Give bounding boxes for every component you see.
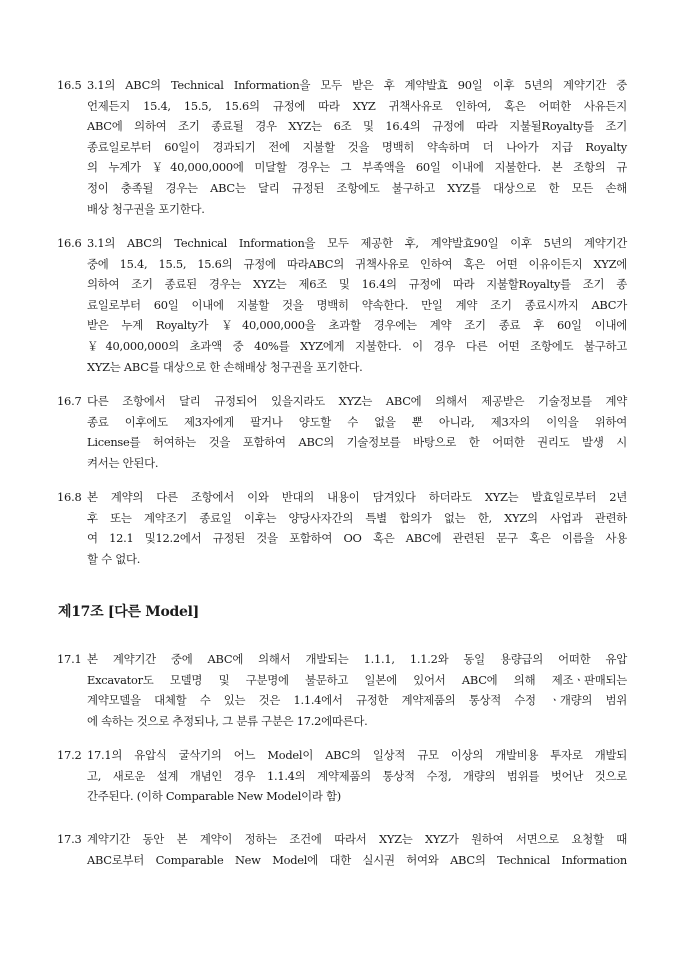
clause-number: 16.6 — [57, 236, 82, 250]
clause-line: 여 12.1 및12.2에서 규정된 것을 포함하여 OO 혹은 ABC에 관련된 문구 혹은 이름을 사용 — [87, 531, 627, 546]
clause-line: 의하여 조기 종료된 경우는 XYZ는 제6조 및 16.4의 규정에 따라 지불할Royalty를 조기 종 — [87, 277, 627, 292]
clause-body — [87, 487, 627, 569]
clause-line: 본 계약기간 중에 ABC에 의해서 개발되는 1.1.1, 1.1.2와 동일 용량급의 어떠한 유압 — [87, 652, 627, 666]
clause-line: 종료일로부터 60일이 경과되기 전에 지불할 것을 명백히 약속하며 더 나아가 지급 Royalty — [87, 139, 627, 154]
clause-line: 의 누계가 ￥40,000,000에 미달할 경우는 그 부족액을 60일 이내에 지불한다. 본 조항의 규 — [87, 160, 627, 175]
clause-body — [87, 745, 627, 807]
clause-line: License를 허여하는 것을 포함하여 ABC의 기술정보를 바탕으로 한 어떠한 권리도 발생 시 — [87, 435, 627, 450]
clause-line: 간주된다. (이하 Comparable New Model이라 함) — [87, 789, 341, 804]
clause-17-3 — [57, 829, 627, 870]
clause-line: Excavator도 모델명 및 구분명에 불문하고 일본에 있어서 ABC에 의해 제조ㆍ판매되는 — [87, 672, 627, 687]
clause-number: 16.7 — [57, 394, 82, 408]
clause-line: 정이 충족될 경우는 ABC는 달리 규정된 조항에도 불구하고 XYZ를 대상으로 한 모든 손해 — [87, 180, 627, 195]
clause-line: 다른 조항에서 달리 규정되어 있을지라도 XYZ는 ABC에 의해서 제공받은 기술정보를 계약 — [87, 394, 627, 408]
clause-line: 에 속하는 것으로 추정되나, 그 분류 구분은 17.2에따른다. — [87, 713, 368, 728]
clause-line: 중에 15.4, 15.5, 15.6의 규정에 따라ABC의 귀책사유로 인하여 혹은 어떤 이유이든지 XYZ에 — [87, 256, 627, 271]
clause-body — [87, 75, 627, 219]
clause-number: 16.8 — [57, 490, 82, 504]
clause-16-7 — [57, 391, 627, 473]
clause-body — [87, 233, 627, 377]
clause-number: 17.3 — [57, 832, 82, 846]
clause-number: 16.5 — [57, 78, 82, 92]
clause-line: XYZ는 ABC를 대상으로 한 손해배상 청구권을 포기한다. — [87, 359, 363, 374]
clause-line: ABC에 의하여 조기 종료될 경우 XYZ는 6조 및 16.4의 규정에 따라 지불될Royalty를 조기 — [87, 119, 627, 134]
clause-line: 본 계약의 다른 조항에서 이와 반대의 내용이 담겨있다 하더라도 XYZ는 발효일로부터 2년 — [87, 490, 627, 504]
clause-body — [87, 391, 627, 473]
clause-line: 3.1의 ABC의 Technical Information을 모두 제공한 후, 계약발효90일 이후 5년의 계약기간 — [87, 236, 627, 250]
clause-number: 17.2 — [57, 748, 82, 762]
clause-line: 료일로부터 60일 이내에 지불할 것을 명백히 약속한다. 만일 계약 조기 종료시까지 ABC가 — [87, 297, 627, 312]
clause-16-8 — [57, 487, 627, 569]
clause-line: 언제든지 15.4, 15.5, 15.6의 규정에 따라 XYZ 귀책사유로 인하여, 혹은 어떠한 사유든지 — [87, 98, 627, 113]
clause-line: 17.1의 유압식 굴삭기의 어느 Model이 ABC의 일상적 규모 이상의 개발비용 투자로 개발되 — [87, 748, 627, 762]
clause-body — [87, 829, 627, 870]
clause-line: 계약모델을 대체할 수 있는 것은 1.1.4에서 규정한 계약제품의 통상적 수정 ㆍ개량의 범위 — [87, 693, 627, 708]
clause-line: 고, 새로운 설계 개념인 경우 1.1.4의 계약제품의 통상적 수정, 개량의 범위를 벗어난 것으로 — [87, 768, 627, 783]
clause-16-5 — [57, 75, 627, 219]
clause-line: 계약기간 동안 본 계약이 정하는 조건에 따라서 XYZ는 XYZ가 원하여 서면으로 요청할 때 — [87, 832, 627, 846]
clause-line: ￥40,000,000의 초과액 중 40%를 XYZ에게 지불한다. 이 경우 다른 어떤 조항에도 불구하고 — [87, 338, 627, 353]
clause-line: 3.1의 ABC의 Technical Information을 모두 받은 후 계약발효 90일 이후 5년의 계약기간 중 — [87, 78, 627, 92]
clause-17-2 — [57, 745, 627, 807]
article-heading: 제17조 [다른 Model] — [58, 604, 199, 620]
clause-body — [87, 649, 627, 731]
clause-number: 17.1 — [57, 652, 82, 666]
clause-16-6 — [57, 233, 627, 377]
clause-line: 할 수 없다. — [87, 551, 141, 566]
clause-line: 후 또는 계약조기 종료일 이후는 양당사자간의 특별 합의가 없는 한, XYZ의 사업과 관련하 — [87, 510, 627, 525]
clause-line: 켜서는 안된다. — [87, 455, 159, 470]
clause-17-1 — [57, 649, 627, 731]
clause-line: 받은 누계 Royalty가 ￥40,000,000을 초과할 경우에는 계약 조기 종료 후 60일 이내에 — [87, 318, 627, 333]
clause-line: 종료 이후에도 제3자에게 팔거나 양도할 수 없을 뿐 아니라, 제3자의 이익을 위하여 — [87, 414, 627, 429]
clause-line: 배상 청구권을 포기한다. — [87, 201, 205, 216]
clause-line: ABC로부터 Comparable New Model에 대한 실시권 허여와 ABC의 Technical Information — [87, 852, 627, 867]
